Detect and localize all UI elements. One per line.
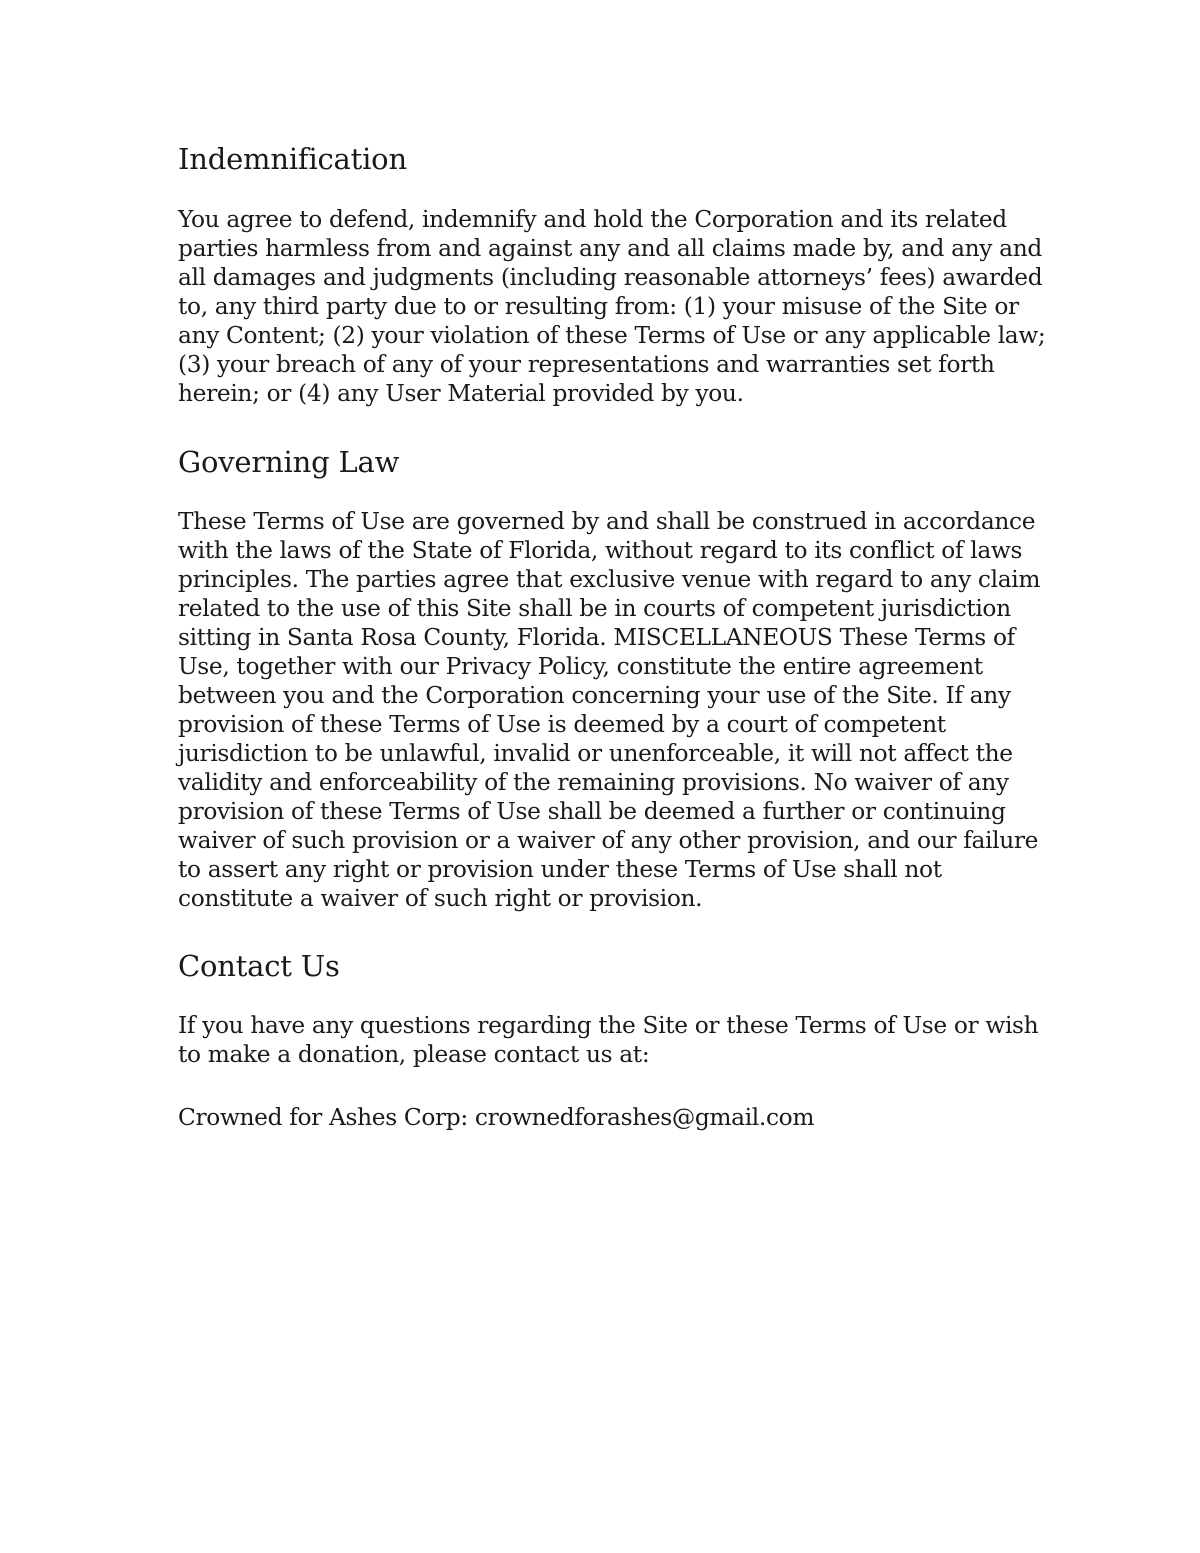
- text-line: provision of these Terms of Use shall be deemed a further or continuing: [178, 798, 1006, 825]
- text-line: parties harmless from and against any and all claims made by, and any and: [178, 235, 1042, 262]
- section-heading-contact-us: Contact Us: [178, 949, 340, 983]
- text-line: constitute a waiver of such right or provision.: [178, 885, 703, 912]
- text-line: all damages and judgments (including reasonable attorneys’ fees) awarded: [178, 264, 1043, 291]
- text-line: related to the use of this Site shall be in courts of competent jurisdiction: [178, 595, 1011, 622]
- text-line: validity and enforceability of the remaining provisions. No waiver of any: [178, 769, 1009, 796]
- text-line: (3) your breach of any of your representations and warranties set forth: [178, 351, 995, 378]
- text-line: to make a donation, please contact us at:: [178, 1041, 650, 1068]
- text-line: sitting in Santa Rosa County, Florida. MISCELLANEOUS These Terms of: [178, 624, 1015, 651]
- contact-email-line: Crowned for Ashes Corp: crownedforashes@gmail.com: [178, 1104, 815, 1131]
- text-line: These Terms of Use are governed by and shall be construed in accordance: [178, 508, 1036, 535]
- text-line: principles. The parties agree that exclusive venue with regard to any claim: [178, 566, 1041, 593]
- text-line: to, any third party due to or resulting from: (1) your misuse of the Site or: [178, 293, 1019, 320]
- text-line: waiver of such provision or a waiver of any other provision, and our failure: [178, 827, 1039, 854]
- text-line: If you have any questions regarding the Site or these Terms of Use or wish: [178, 1012, 1039, 1039]
- text-line: herein; or (4) any User Material provided by you.: [178, 380, 744, 407]
- text-line: with the laws of the State of Florida, without regard to its conflict of laws: [178, 537, 1023, 564]
- text-line: between you and the Corporation concerning your use of the Site. If any: [178, 682, 1011, 709]
- text-line: You agree to defend, indemnify and hold the Corporation and its related: [178, 206, 1007, 233]
- section-heading-governing-law: Governing Law: [178, 445, 400, 479]
- text-line: jurisdiction to be unlawful, invalid or unenforceable, it will not affect the: [178, 740, 1013, 767]
- section-heading-indemnification: Indemnification: [178, 142, 407, 176]
- text-line: Use, together with our Privacy Policy, constitute the entire agreement: [178, 653, 983, 680]
- text-line: to assert any right or provision under these Terms of Use shall not: [178, 856, 942, 883]
- text-line: provision of these Terms of Use is deemed by a court of competent: [178, 711, 946, 738]
- text-line: any Content; (2) your violation of these Terms of Use or any applicable law;: [178, 322, 1046, 349]
